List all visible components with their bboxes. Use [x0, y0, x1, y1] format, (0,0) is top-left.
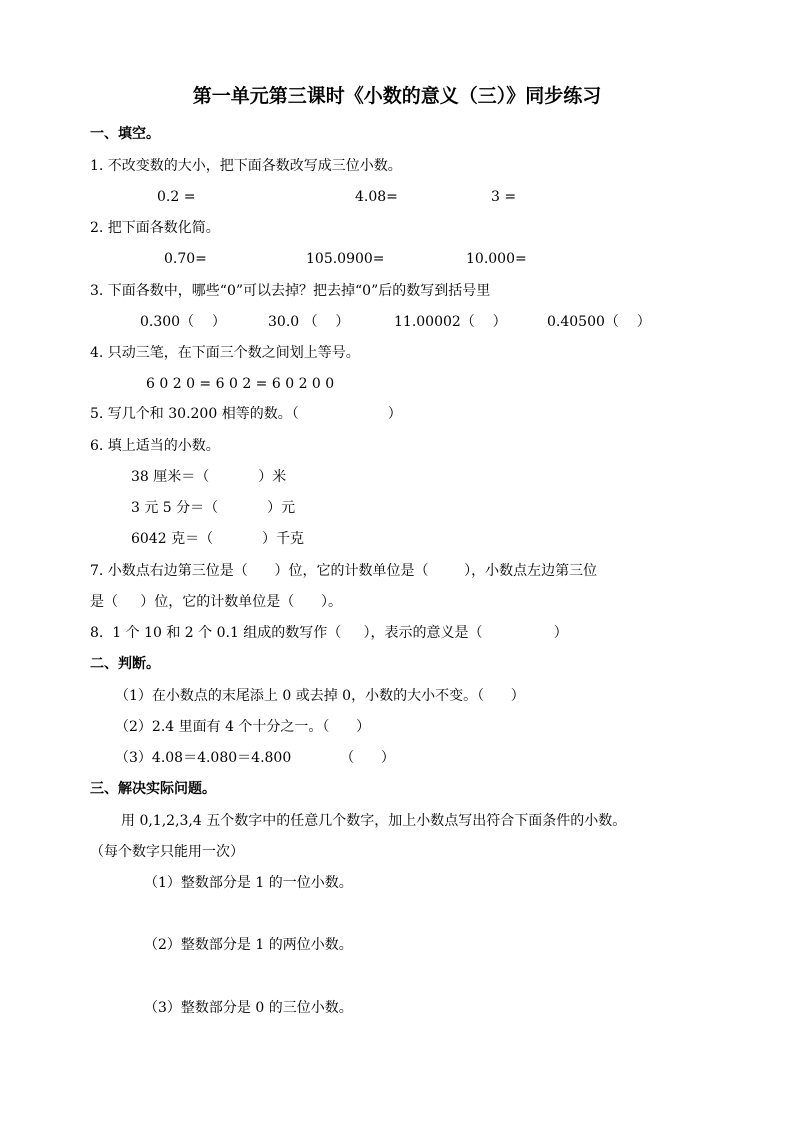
q1-item: 3 = [491, 189, 517, 205]
question-1-text: 1. 不改变数的大小，把下面各数改写成三位小数。 [90, 158, 402, 174]
question-2-text: 2. 把下面各数化简。 [90, 220, 220, 236]
q3-item: 30.0 （ ） [268, 314, 350, 330]
q3-item: 0.300（ ） [140, 314, 226, 330]
q1-item: 0.2 = [157, 189, 196, 205]
problem-item: （3）整数部分是 0 的三位小数。 [144, 1000, 353, 1016]
section-1-heading: 一、填空。 [90, 126, 160, 142]
q6-item: 38 厘米＝（ ）米 [131, 469, 287, 485]
problem-intro-line-1: 用 0,1,2,3,4 五个数字中的任意几个数字，加上小数点写出符合下面条件的小数。 [121, 813, 627, 829]
section-3-heading: 三、解决实际问题。 [90, 781, 216, 797]
page-title: 第一单元第三课时《小数的意义（三）》同步练习 [192, 85, 602, 107]
q2-item: 105.0900= [306, 251, 385, 267]
q6-item: 6042 克＝（ ）千克 [131, 531, 305, 547]
question-5-text: 5. 写几个和 30.200 相等的数。（ ） [90, 406, 402, 422]
question-8-text: 8. 1 个 10 和 2 个 0.1 组成的数写作（ ），表示的意义是（ ） [90, 625, 568, 641]
problem-intro-line-2: （每个数字只能用一次） [90, 844, 244, 860]
q3-item: 0.40500（ ） [547, 314, 651, 330]
question-7-line-1: 7. 小数点右边第三位是（ ）位，它的计数单位是（ ），小数点左边第三位 [90, 563, 598, 579]
judgement-item: （1）在小数点的末尾添上 0 或去掉 0，小数的大小不变。（ ） [115, 688, 525, 704]
q4-expression: 6 0 2 0 = 6 0 2 = 6 0 2 0 0 [146, 376, 335, 392]
judgement-item: （2）2.4 里面有 4 个十分之一。（ ） [115, 719, 371, 735]
q2-item: 10.000= [466, 251, 527, 267]
problem-item: （2）整数部分是 1 的两位小数。 [144, 937, 353, 953]
question-3-text: 3. 下面各数中，哪些“0”可以去掉？把去掉“0”后的数写到括号里 [90, 283, 491, 299]
question-4-text: 4. 只动三笔，在下面三个数之间划上等号。 [90, 345, 360, 361]
problem-item: （1）整数部分是 1 的一位小数。 [144, 875, 353, 891]
q1-item: 4.08= [355, 189, 398, 205]
q6-item: 3 元 5 分＝（ ）元 [131, 500, 296, 516]
section-2-heading: 二、判断。 [90, 656, 160, 672]
question-7-line-2: 是（ ）位，它的计数单位是（ ）。 [90, 594, 342, 610]
q2-item: 0.70= [164, 251, 207, 267]
q3-item: 11.00002（ ） [394, 314, 507, 330]
question-6-text: 6. 填上适当的小数。 [90, 438, 220, 454]
judgement-item: （3）4.08＝4.080＝4.800 （ ） [115, 750, 395, 766]
